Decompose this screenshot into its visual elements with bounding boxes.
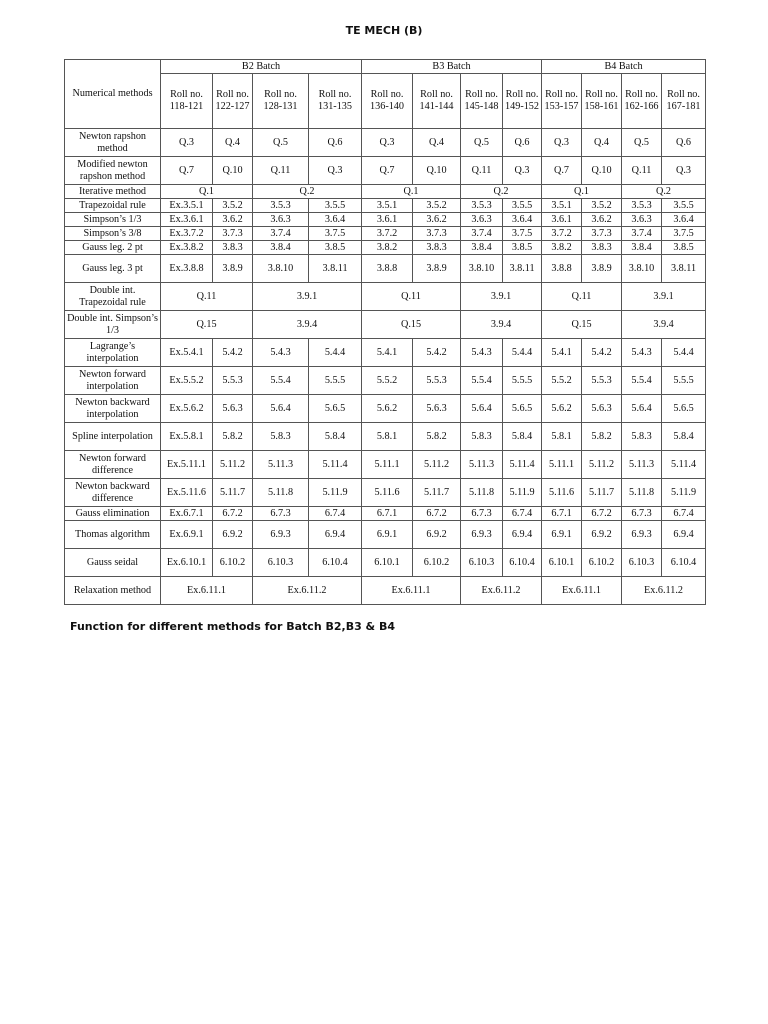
assignment-cell: 5.8.1 [362, 423, 413, 451]
assignment-cell: 5.11.1 [362, 451, 413, 479]
assignment-cell: 5.11.9 [503, 479, 542, 507]
assignment-cell: 5.5.3 [582, 367, 622, 395]
assignment-cell: Q.15 [161, 311, 253, 339]
assignment-cell: 6.7.4 [662, 507, 706, 521]
assignment-cell: Q.3 [503, 157, 542, 185]
assignment-cell: 3.7.5 [309, 227, 362, 241]
assignment-cell: 3.5.2 [582, 199, 622, 213]
assignment-cell: 3.6.2 [413, 213, 461, 227]
assignment-cell: 6.9.4 [503, 521, 542, 549]
assignment-cell: 5.8.4 [309, 423, 362, 451]
allocation-table [64, 59, 706, 605]
assignment-cell: 3.8.5 [309, 241, 362, 255]
assignment-cell: 5.6.4 [253, 395, 309, 423]
assignment-cell: 5.4.2 [213, 339, 253, 367]
assignment-cell: 3.8.4 [253, 241, 309, 255]
method-row [65, 283, 706, 311]
method-row [65, 423, 706, 451]
assignment-cell: 5.11.3 [253, 451, 309, 479]
method-row [65, 185, 706, 199]
roll-group-header: Roll no. 141-144 [413, 74, 461, 129]
assignment-cell: 6.7.1 [362, 507, 413, 521]
assignment-cell: 6.7.3 [253, 507, 309, 521]
assignment-cell: 5.8.3 [461, 423, 503, 451]
assignment-cell: 3.5.3 [253, 199, 309, 213]
assignment-cell: Ex.3.6.1 [161, 213, 213, 227]
assignment-cell: 5.8.4 [662, 423, 706, 451]
assignment-cell: 3.6.2 [582, 213, 622, 227]
assignment-cell: 6.10.3 [622, 549, 662, 577]
assignment-cell: Q.3 [161, 129, 213, 157]
assignment-cell: Q.7 [161, 157, 213, 185]
roll-group-header: Roll no. 162-166 [622, 74, 662, 129]
assignment-cell: 3.6.1 [362, 213, 413, 227]
method-name-cell: Relaxation method [65, 577, 161, 605]
assignment-cell: Q.11 [461, 157, 503, 185]
assignment-cell: 5.4.4 [503, 339, 542, 367]
assignment-cell: 6.9.3 [253, 521, 309, 549]
assignment-cell: 5.11.8 [622, 479, 662, 507]
document-title: TE MECH (B) [345, 24, 423, 37]
assignment-cell: 5.5.3 [413, 367, 461, 395]
assignment-cell: 5.5.4 [461, 367, 503, 395]
assignment-cell: 3.6.4 [503, 213, 542, 227]
assignment-cell: Q.15 [542, 311, 622, 339]
assignment-cell: 3.8.9 [213, 255, 253, 283]
assignment-cell: 6.10.2 [413, 549, 461, 577]
assignment-cell: 3.5.1 [542, 199, 582, 213]
method-name-cell: Gauss seidal [65, 549, 161, 577]
assignment-cell: Ex.5.11.1 [161, 451, 213, 479]
method-name-cell: Thomas algorithm [65, 521, 161, 549]
assignment-cell: 6.7.3 [461, 507, 503, 521]
method-name-cell: Gauss leg. 2 pt [65, 241, 161, 255]
assignment-cell: Ex.6.11.1 [161, 577, 253, 605]
method-row [65, 521, 706, 549]
assignment-cell: 5.11.7 [213, 479, 253, 507]
method-name-cell: Trapezoidal rule [65, 199, 161, 213]
assignment-cell: 3.5.2 [213, 199, 253, 213]
assignment-cell: 5.5.2 [362, 367, 413, 395]
assignment-cell: 6.7.1 [542, 507, 582, 521]
assignment-cell: 5.6.3 [582, 395, 622, 423]
method-row [65, 199, 706, 213]
assignment-cell: Q.15 [362, 311, 461, 339]
method-row [65, 339, 706, 367]
method-row [65, 241, 706, 255]
assignment-cell: 5.4.3 [622, 339, 662, 367]
assignment-cell: Ex.6.9.1 [161, 521, 213, 549]
assignment-cell: Q.4 [213, 129, 253, 157]
assignment-cell: 6.9.4 [309, 521, 362, 549]
method-name-cell: Lagrange’s interpolation [65, 339, 161, 367]
assignment-cell: 6.10.4 [662, 549, 706, 577]
assignment-cell: Q.10 [413, 157, 461, 185]
roll-group-header: Roll no. 149-152 [503, 74, 542, 129]
assignment-cell: Q.2 [253, 185, 362, 199]
roll-group-header: Roll no. 118-121 [161, 74, 213, 129]
assignment-cell: Q.11 [161, 283, 253, 311]
assignment-cell: 3.8.10 [461, 255, 503, 283]
assignment-cell: 5.11.1 [542, 451, 582, 479]
assignment-cell: 3.8.3 [582, 241, 622, 255]
method-row [65, 479, 706, 507]
assignment-cell: 3.7.2 [362, 227, 413, 241]
assignment-cell: 5.4.4 [662, 339, 706, 367]
assignment-cell: 3.9.1 [461, 283, 542, 311]
assignment-cell: Q.2 [461, 185, 542, 199]
assignment-cell: Ex.3.7.2 [161, 227, 213, 241]
assignment-cell: Q.6 [662, 129, 706, 157]
assignment-cell: Q.3 [542, 129, 582, 157]
assignment-cell: 5.11.2 [582, 451, 622, 479]
assignment-cell: 6.9.1 [542, 521, 582, 549]
method-row [65, 255, 706, 283]
method-name-cell: Gauss elimination [65, 507, 161, 521]
assignment-cell: 3.7.2 [542, 227, 582, 241]
assignment-cell: 6.7.4 [503, 507, 542, 521]
batch-header-b3: B3 Batch [362, 60, 542, 74]
assignment-cell: Q.1 [362, 185, 461, 199]
assignment-cell: 3.5.5 [662, 199, 706, 213]
assignment-cell: 3.8.3 [213, 241, 253, 255]
assignment-cell: Q.3 [309, 157, 362, 185]
assignment-cell: Q.2 [622, 185, 706, 199]
assignment-cell: 6.10.2 [582, 549, 622, 577]
assignment-cell: Ex.6.11.1 [542, 577, 622, 605]
assignment-cell: 6.7.2 [213, 507, 253, 521]
assignment-cell: Q.1 [542, 185, 622, 199]
assignment-cell: Ex.6.11.2 [461, 577, 542, 605]
assignment-cell: 3.6.1 [542, 213, 582, 227]
assignment-cell: Ex.3.5.1 [161, 199, 213, 213]
assignment-cell: 5.4.1 [362, 339, 413, 367]
assignment-cell: 3.6.4 [309, 213, 362, 227]
assignment-cell: Q.3 [662, 157, 706, 185]
assignment-cell: 5.6.4 [461, 395, 503, 423]
assignment-cell: 5.6.2 [362, 395, 413, 423]
assignment-cell: 6.9.4 [662, 521, 706, 549]
assignment-cell: 5.11.2 [213, 451, 253, 479]
assignment-cell: 6.9.2 [213, 521, 253, 549]
assignment-cell: 6.9.3 [622, 521, 662, 549]
roll-group-header: Roll no. 167-181 [662, 74, 706, 129]
assignment-cell: Ex.6.11.2 [622, 577, 706, 605]
method-row [65, 213, 706, 227]
assignment-cell: 5.11.4 [503, 451, 542, 479]
assignment-cell: Q.10 [582, 157, 622, 185]
assignment-cell: 5.8.3 [253, 423, 309, 451]
assignment-cell: 3.5.3 [622, 199, 662, 213]
assignment-cell: Ex.3.8.2 [161, 241, 213, 255]
method-row [65, 507, 706, 521]
assignment-cell: 3.8.5 [503, 241, 542, 255]
assignment-cell: Ex.5.4.1 [161, 339, 213, 367]
assignment-cell: Q.5 [253, 129, 309, 157]
assignment-cell: 3.7.4 [253, 227, 309, 241]
assignment-cell: 3.8.8 [542, 255, 582, 283]
batch-header-b4: B4 Batch [542, 60, 706, 74]
method-name-cell: Newton backward difference [65, 479, 161, 507]
assignment-cell: 3.8.2 [542, 241, 582, 255]
assignment-cell: 3.6.3 [461, 213, 503, 227]
method-name-cell: Newton rapshon method [65, 129, 161, 157]
footer-caption: Function for different methods for Batch B2,B3 & B4 [70, 620, 396, 633]
assignment-cell: 5.11.8 [461, 479, 503, 507]
assignment-cell: 3.8.11 [662, 255, 706, 283]
assignment-cell: 3.8.11 [503, 255, 542, 283]
assignment-cell: 5.4.2 [413, 339, 461, 367]
assignment-cell: Q.7 [542, 157, 582, 185]
assignment-cell: 5.4.3 [253, 339, 309, 367]
batch-header-b2: B2 Batch [161, 60, 362, 74]
assignment-cell: 3.7.5 [503, 227, 542, 241]
assignment-cell: 5.11.6 [542, 479, 582, 507]
assignment-cell: 3.9.4 [622, 311, 706, 339]
assignment-cell: 5.5.5 [662, 367, 706, 395]
assignment-cell: 5.6.5 [662, 395, 706, 423]
roll-group-header: Roll no. 122-127 [213, 74, 253, 129]
assignment-cell: 6.10.3 [253, 549, 309, 577]
assignment-cell: 6.9.2 [582, 521, 622, 549]
assignment-cell: 5.8.2 [213, 423, 253, 451]
assignment-cell: Ex.5.11.6 [161, 479, 213, 507]
assignment-cell: Q.11 [362, 283, 461, 311]
assignment-cell: Q.1 [161, 185, 253, 199]
assignment-cell: Q.6 [503, 129, 542, 157]
assignment-cell: Q.6 [309, 129, 362, 157]
assignment-cell: 5.6.4 [622, 395, 662, 423]
assignment-cell: 6.10.2 [213, 549, 253, 577]
roll-group-header: Roll no. 153-157 [542, 74, 582, 129]
method-name-cell: Simpson’s 3/8 [65, 227, 161, 241]
assignment-cell: 3.8.4 [461, 241, 503, 255]
assignment-cell: 3.6.4 [662, 213, 706, 227]
assignment-cell: 5.11.8 [253, 479, 309, 507]
assignment-cell: 5.6.3 [413, 395, 461, 423]
assignment-cell: 3.5.1 [362, 199, 413, 213]
assignment-cell: 3.8.3 [413, 241, 461, 255]
assignment-cell: 5.4.3 [461, 339, 503, 367]
assignment-cell: 5.4.4 [309, 339, 362, 367]
assignment-cell: 5.11.3 [461, 451, 503, 479]
assignment-cell: 5.4.1 [542, 339, 582, 367]
assignment-cell: 5.5.5 [309, 367, 362, 395]
assignment-cell: 6.10.1 [362, 549, 413, 577]
assignment-cell: 3.9.1 [622, 283, 706, 311]
method-name-cell: Spline interpolation [65, 423, 161, 451]
assignment-cell: Q.11 [253, 157, 309, 185]
assignment-cell: 5.5.4 [253, 367, 309, 395]
roll-group-header: Roll no. 145-148 [461, 74, 503, 129]
assignment-cell: Ex.5.8.1 [161, 423, 213, 451]
assignment-cell: 5.8.4 [503, 423, 542, 451]
method-row [65, 549, 706, 577]
assignment-cell: 3.7.3 [582, 227, 622, 241]
assignment-cell: 3.8.10 [253, 255, 309, 283]
assignment-cell: Q.4 [413, 129, 461, 157]
assignment-cell: 5.6.2 [542, 395, 582, 423]
assignment-cell: 3.5.3 [461, 199, 503, 213]
assignment-cell: 5.8.2 [413, 423, 461, 451]
assignment-cell: Ex.6.11.1 [362, 577, 461, 605]
assignment-cell: 6.10.4 [309, 549, 362, 577]
assignment-cell: 3.6.3 [253, 213, 309, 227]
assignment-cell: 5.5.2 [542, 367, 582, 395]
assignment-cell: 5.8.1 [542, 423, 582, 451]
roll-group-header: Roll no. 136-140 [362, 74, 413, 129]
assignment-cell: Q.7 [362, 157, 413, 185]
assignment-cell: 5.11.9 [309, 479, 362, 507]
assignment-cell: Q.5 [461, 129, 503, 157]
assignment-cell: 5.4.2 [582, 339, 622, 367]
assignment-cell: 5.6.5 [503, 395, 542, 423]
assignment-cell: 5.6.5 [309, 395, 362, 423]
method-name-cell: Iterative method [65, 185, 161, 199]
method-name-cell: Newton forward difference [65, 451, 161, 479]
assignment-cell: Q.3 [362, 129, 413, 157]
assignment-cell: Ex.5.6.2 [161, 395, 213, 423]
assignment-cell: 5.11.3 [622, 451, 662, 479]
method-name-cell: Simpson’s 1/3 [65, 213, 161, 227]
assignment-cell: 3.5.2 [413, 199, 461, 213]
method-name-cell: Gauss leg. 3 pt [65, 255, 161, 283]
assignment-cell: 3.5.5 [309, 199, 362, 213]
assignment-cell: 6.10.1 [542, 549, 582, 577]
batch-header-row [65, 60, 706, 74]
assignment-cell: 3.7.3 [213, 227, 253, 241]
roll-group-header: Roll no. 131-135 [309, 74, 362, 129]
assignment-cell: Ex.6.10.1 [161, 549, 213, 577]
assignment-cell: 5.5.5 [503, 367, 542, 395]
assignment-cell: Q.4 [582, 129, 622, 157]
method-name-cell: Newton forward interpolation [65, 367, 161, 395]
assignment-cell: 3.8.9 [582, 255, 622, 283]
method-row [65, 367, 706, 395]
roll-number-header-row [65, 74, 706, 129]
method-row [65, 395, 706, 423]
assignment-cell: 3.7.4 [461, 227, 503, 241]
assignment-cell: Ex.6.11.2 [253, 577, 362, 605]
assignment-cell: 3.8.11 [309, 255, 362, 283]
assignment-cell: 3.5.5 [503, 199, 542, 213]
method-row [65, 311, 706, 339]
method-row [65, 451, 706, 479]
assignment-cell: 5.8.2 [582, 423, 622, 451]
assignment-cell: 3.7.5 [662, 227, 706, 241]
method-name-cell: Modified newton rapshon method [65, 157, 161, 185]
assignment-cell: 6.7.2 [582, 507, 622, 521]
assignment-cell: Q.10 [213, 157, 253, 185]
assignment-cell: 6.10.4 [503, 549, 542, 577]
roll-group-header: Roll no. 158-161 [582, 74, 622, 129]
assignment-cell: 3.8.5 [662, 241, 706, 255]
assignment-cell: 6.9.2 [413, 521, 461, 549]
method-name-cell: Double int. Trapezoidal rule [65, 283, 161, 311]
assignment-cell: 3.7.4 [622, 227, 662, 241]
allocation-table-wrapper [64, 59, 705, 605]
assignment-cell: 3.8.2 [362, 241, 413, 255]
methods-header-cell: Numerical methods [65, 60, 161, 129]
method-row [65, 157, 706, 185]
assignment-cell: Q.5 [622, 129, 662, 157]
assignment-cell: 3.8.9 [413, 255, 461, 283]
assignment-cell: 3.9.1 [253, 283, 362, 311]
assignment-cell: 3.9.4 [461, 311, 542, 339]
assignment-cell: 5.11.4 [662, 451, 706, 479]
method-name-cell: Newton backward interpolation [65, 395, 161, 423]
assignment-cell: 6.7.4 [309, 507, 362, 521]
method-row [65, 227, 706, 241]
assignment-cell: 3.8.10 [622, 255, 662, 283]
method-row [65, 129, 706, 157]
assignment-cell: 5.11.4 [309, 451, 362, 479]
method-row [65, 577, 706, 605]
assignment-cell: 5.8.3 [622, 423, 662, 451]
assignment-cell: 5.11.2 [413, 451, 461, 479]
assignment-cell: 5.11.7 [413, 479, 461, 507]
assignment-cell: 5.11.6 [362, 479, 413, 507]
assignment-cell: Ex.3.8.8 [161, 255, 213, 283]
assignment-cell: 5.5.4 [622, 367, 662, 395]
assignment-cell: 6.7.3 [622, 507, 662, 521]
assignment-cell: 6.7.2 [413, 507, 461, 521]
assignment-cell: 6.9.3 [461, 521, 503, 549]
assignment-cell: Ex.5.5.2 [161, 367, 213, 395]
assignment-cell: 6.10.3 [461, 549, 503, 577]
assignment-cell: Q.11 [542, 283, 622, 311]
assignment-cell: 3.8.8 [362, 255, 413, 283]
assignment-cell: 3.9.4 [253, 311, 362, 339]
assignment-cell: Q.11 [622, 157, 662, 185]
assignment-cell: Ex.6.7.1 [161, 507, 213, 521]
assignment-cell: 5.6.3 [213, 395, 253, 423]
assignment-cell: 5.11.9 [662, 479, 706, 507]
assignment-cell: 3.6.3 [622, 213, 662, 227]
roll-group-header: Roll no. 128-131 [253, 74, 309, 129]
method-name-cell: Double int. Simpson’s 1/3 [65, 311, 161, 339]
assignment-cell: 3.6.2 [213, 213, 253, 227]
assignment-cell: 5.11.7 [582, 479, 622, 507]
assignment-cell: 6.9.1 [362, 521, 413, 549]
assignment-cell: 3.8.4 [622, 241, 662, 255]
assignment-cell: 5.5.3 [213, 367, 253, 395]
assignment-cell: 3.7.3 [413, 227, 461, 241]
